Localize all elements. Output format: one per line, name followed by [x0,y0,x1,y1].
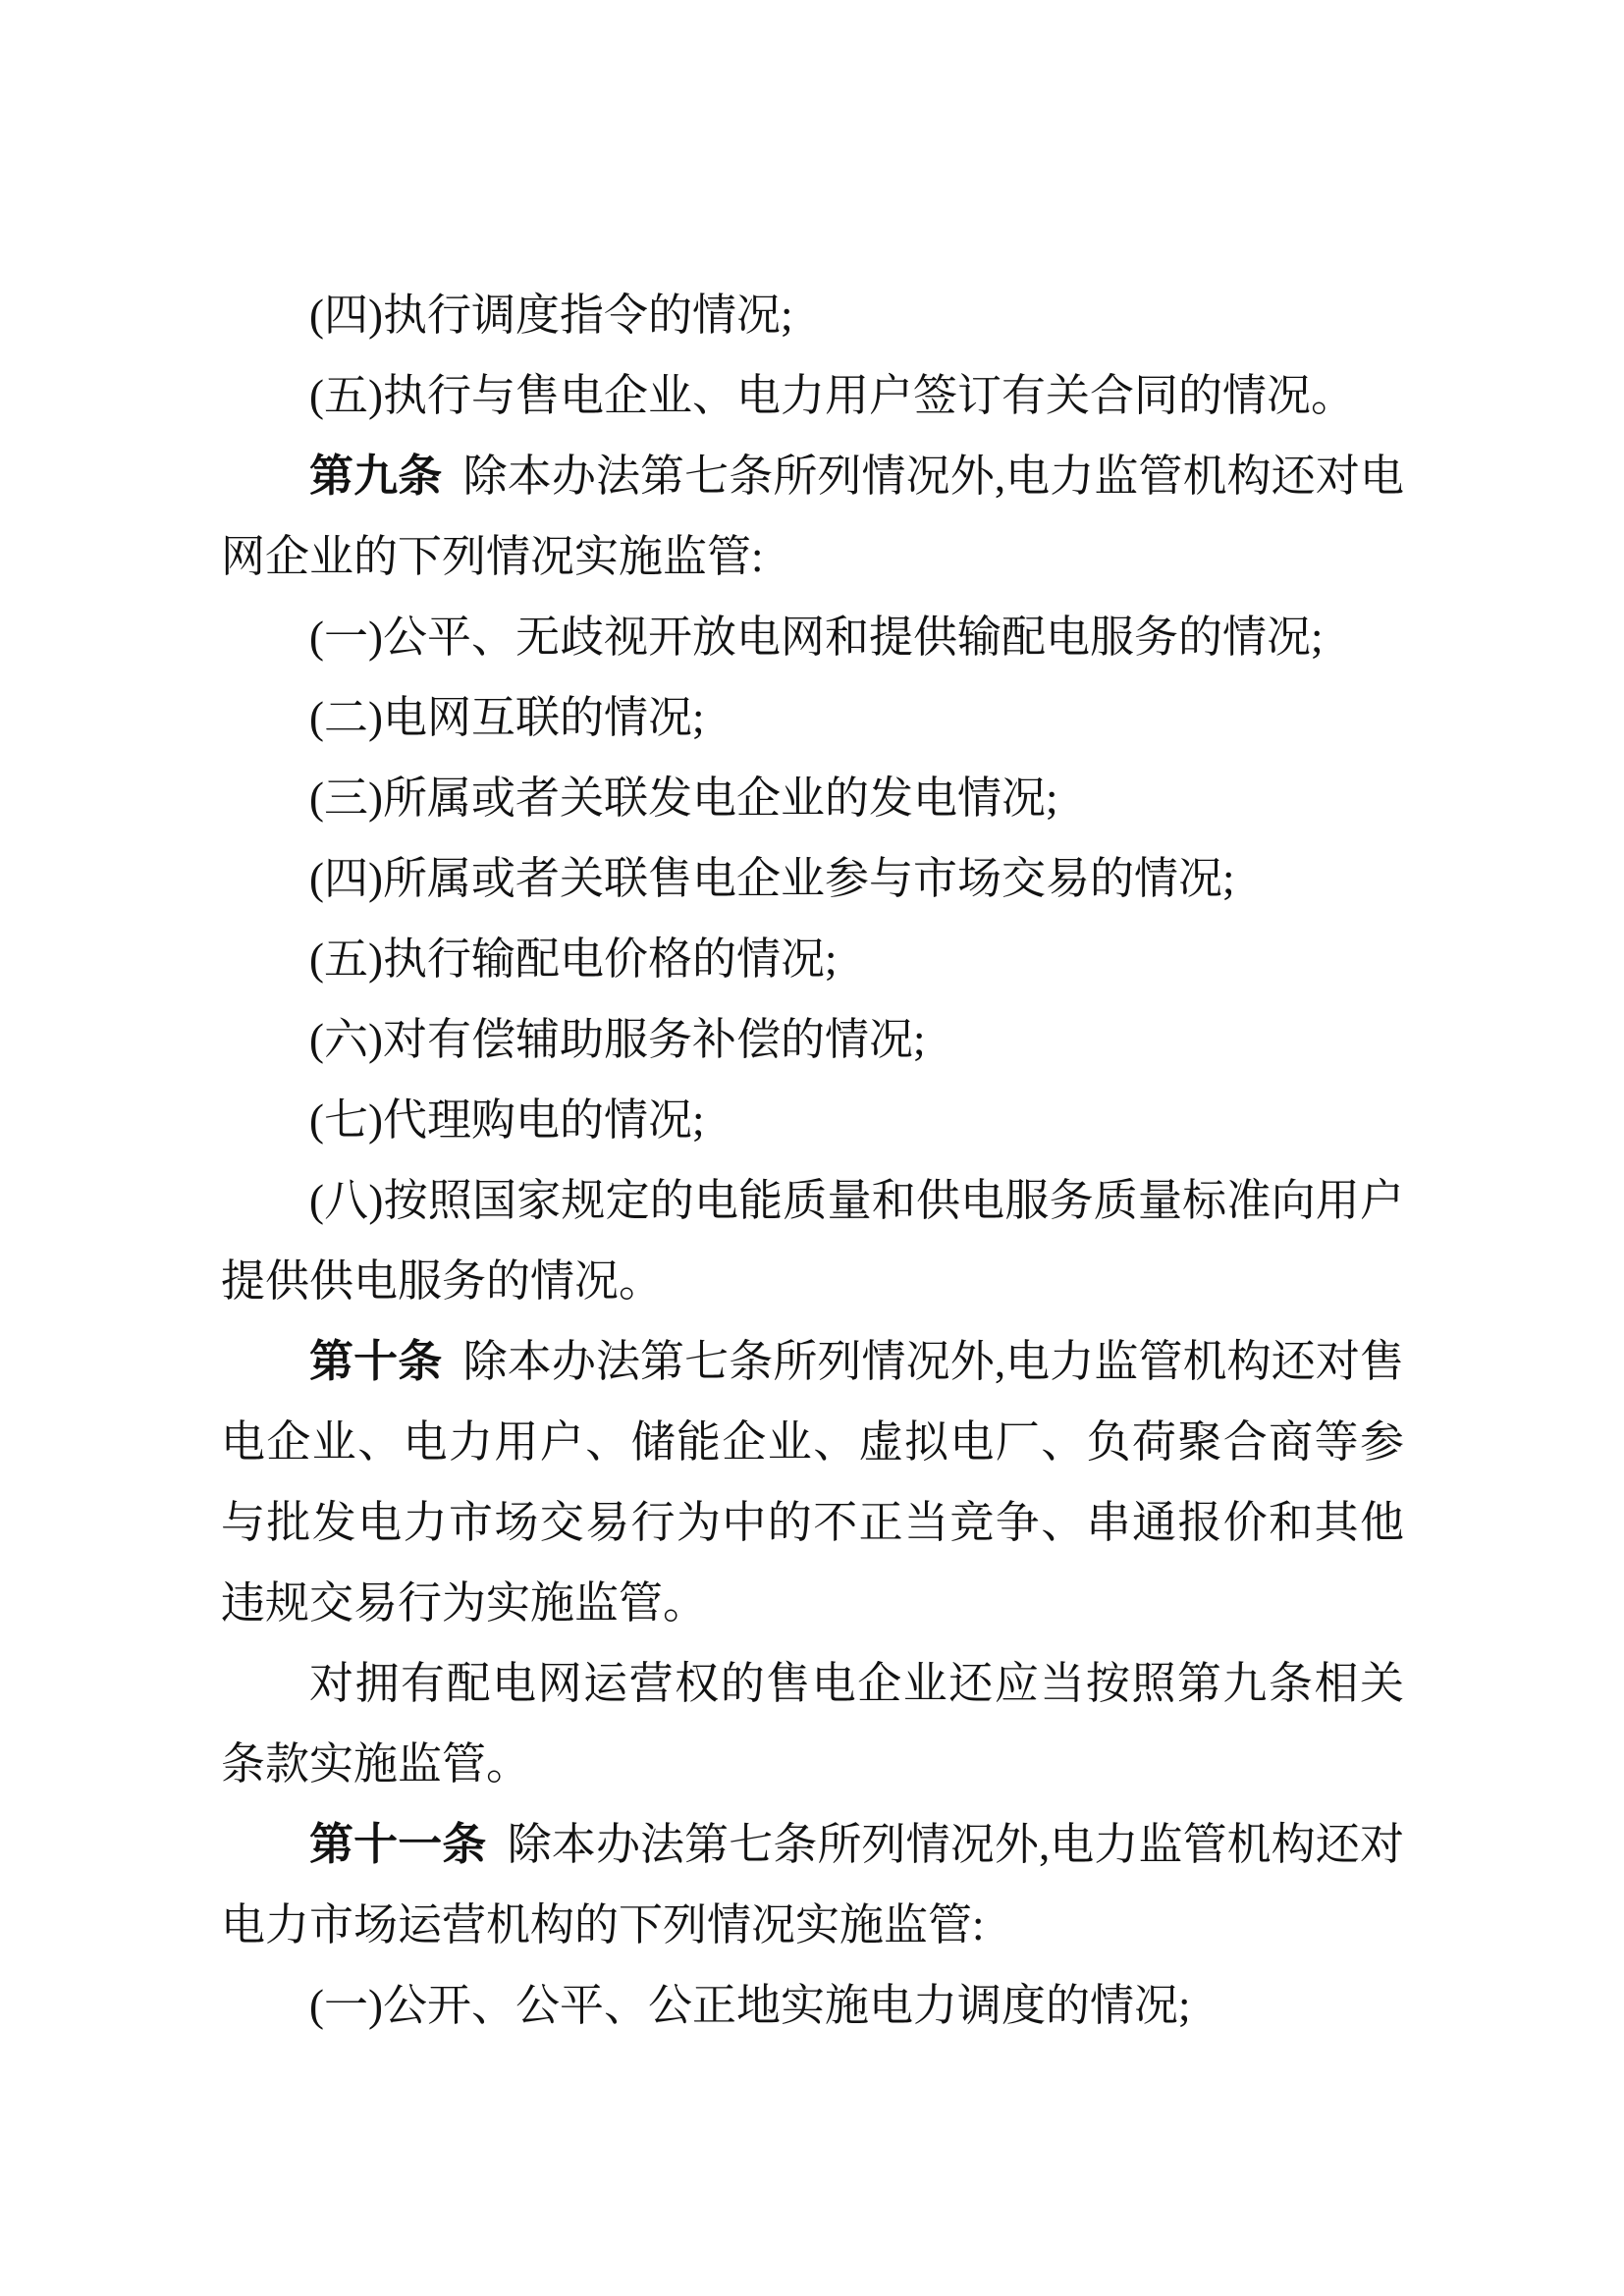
paragraph-text: (四)执行调度指令的情况; [309,291,793,340]
paragraph [221,1643,1404,1804]
paragraph [221,677,1404,758]
paragraph [221,999,1404,1080]
paragraph [221,1080,1404,1160]
paragraph-text: 除本办法第七条所列情况外,电力监管机构还对电力市场运营机构的下列情况实施监管: [221,1820,1404,1949]
paragraph-text: 除本办法第七条所列情况外,电力监管机构还对电网企业的下列情况实施监管: [221,452,1404,581]
paragraph-text: (六)对有偿辅助服务补偿的情况; [309,1015,926,1064]
paragraph-text: (一)公开、公平、公正地实施电力调度的情况; [309,1981,1191,2030]
paragraph [221,1965,1404,2046]
paragraph-article-11 [221,1804,1404,1965]
paragraph [221,275,1404,355]
document-body [221,275,1404,2046]
paragraph-text: (五)执行与售电企业、电力用户签订有关合同的情况。 [309,371,1355,420]
paragraph-text: (一)公平、无歧视开放电网和提供输配电服务的情况; [309,613,1324,662]
paragraph [221,597,1404,677]
paragraph [221,838,1404,919]
paragraph-text: (二)电网互联的情况; [309,693,705,742]
article-number: 第十一条 [309,1819,487,1869]
paragraph-text: (四)所属或者关联售电企业参与市场交易的情况; [309,854,1235,903]
paragraph [221,758,1404,838]
paragraph-text: (五)执行输配电价格的情况; [309,934,838,984]
paragraph-text: 对拥有配电网运营权的售电企业还应当按照第九条相关条款实施监管。 [221,1659,1404,1789]
article-number: 第九条 [309,451,443,501]
paragraph-article-9 [221,436,1404,597]
paragraph-article-10 [221,1321,1404,1643]
paragraph-text: 除本办法第七条所列情况外,电力监管机构还对售电企业、电力用户、储能企业、虚拟电厂、负荷聚合商等参与批发电力市场交易行为中的不正当竞争、串通报价和其他违规交易行为实施监管。 [221,1337,1404,1628]
paragraph-text: (三)所属或者关联发电企业的发电情况; [309,774,1058,823]
paragraph [221,919,1404,999]
paragraph [221,355,1404,436]
paragraph [221,1160,1404,1321]
article-number: 第十条 [309,1336,443,1386]
paragraph-text: (七)代理购电的情况; [309,1095,705,1145]
paragraph-text: (八)按照国家规定的电能质量和供电服务质量标准向用户提供供电服务的情况。 [221,1176,1404,1306]
